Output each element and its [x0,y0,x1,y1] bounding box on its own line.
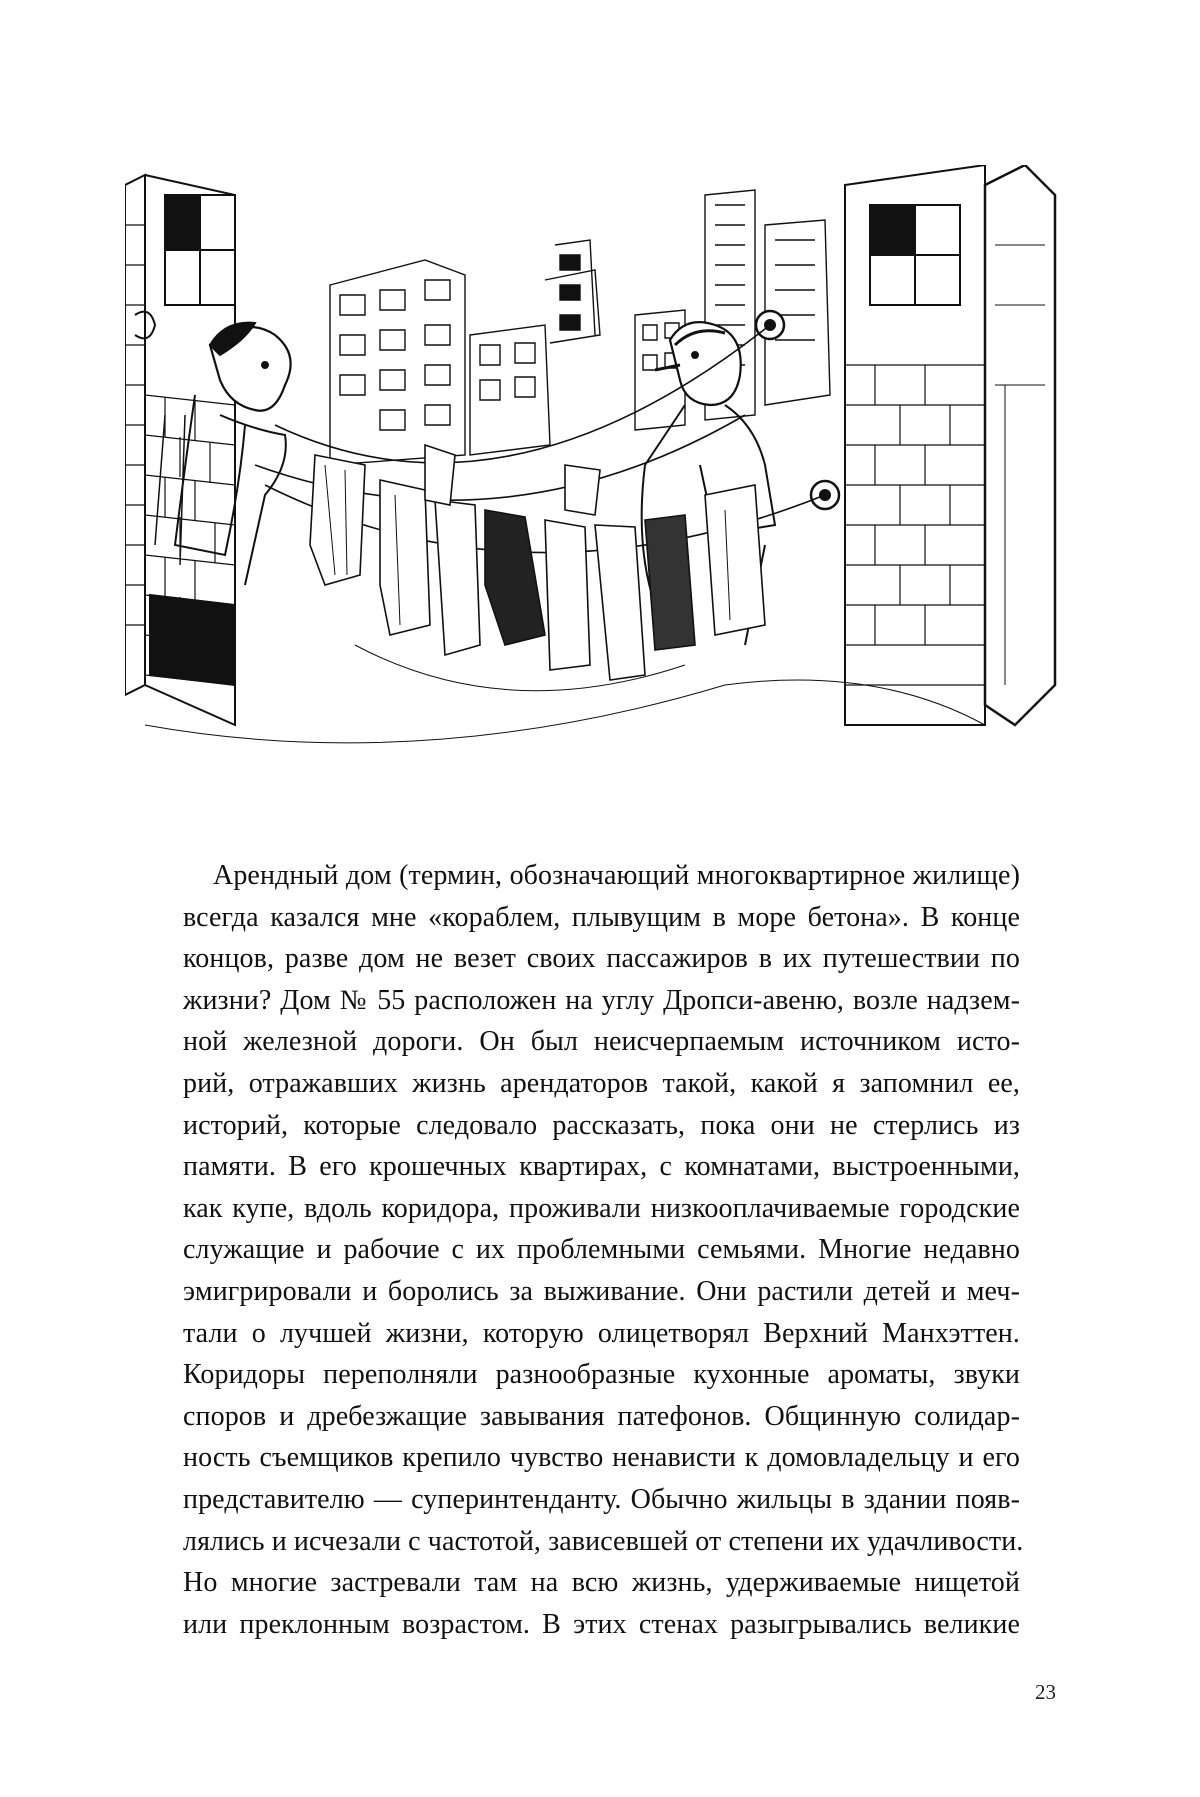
text-line: историй, которые следовало рассказать, пока они не стерлись из [183,1109,1020,1141]
text-line: рий, отражавших жизнь арендаторов такой, какой я запомнил ее, [183,1067,1020,1099]
text-line: представителю — суперинтенданту. Обычно жильцы в здании появ- [183,1483,1020,1515]
text-line: споров и дребезжащие завывания патефонов. Общинную солидар- [183,1400,1020,1432]
text-line: лялись и исчезали с частотой, зависевшей от степени их удачливости. [183,1525,1024,1557]
left-brick-wall [125,175,235,725]
text-line: ность съемщиков крепило чувство ненависти к домовладельцу и его [183,1442,1020,1474]
body-text [183,855,1024,1645]
text-line: Арендный дом (термин, обозначающий многоквартирное жилище) [213,860,1020,891]
text-line: всегда казался мне «кораблем, плывущим в море бетона». В конце [183,901,1020,933]
text-line: концов, разве дом не везет своих пассажиров в их путешествии по [183,943,1020,975]
text-line: жизни? Дом № 55 расположен на углу Дропси-авеню, возле надзем- [183,984,1020,1016]
text-line: Коридоры переполняли разнообразные кухонные ароматы, звуки [183,1359,1020,1391]
text-line: Но многие застревали там на всю жизнь, удерживаемые нищетой [183,1567,1020,1599]
text-line: эмигрировали и боролись за выживание. Они растили детей и меч- [183,1275,1020,1307]
text-line: служащие и рабочие с их проблемными семьями. Многие недавно [183,1234,1020,1266]
text-line: ной железной дороги. Он был неисчерпаемым источником исто- [183,1026,1020,1058]
text-line: как купе, вдоль коридора, проживали низкооплачиваемые городские [183,1192,1020,1224]
page-number: 23 [1035,1680,1056,1704]
text-line: памяти. В его крошечных квартирах, с комнатами, выстроенными, [183,1151,1020,1183]
woman-figure [135,312,291,585]
tenement-courtyard-illustration [125,165,1075,805]
text-line: тали о лучшей жизни, которую олицетворял Верхний Манхэттен. [183,1317,1020,1349]
laundry [310,445,765,680]
text-line: или преклонным возрастом. В этих стенах разыгрывались великие [183,1608,1020,1640]
